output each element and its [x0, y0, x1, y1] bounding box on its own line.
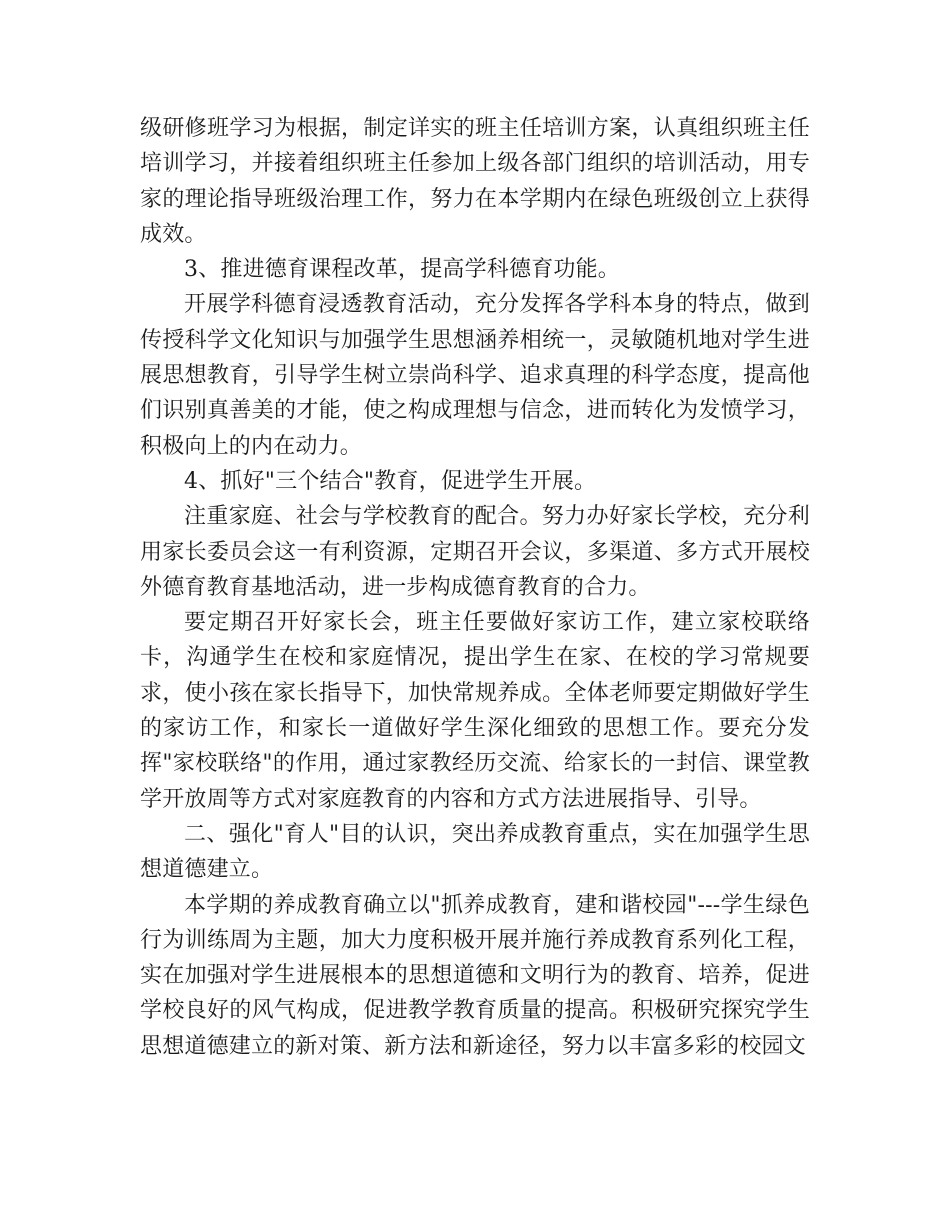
- paragraph-4-heading: 4、抓好"三个结合"教育，促进学生开展。: [184, 468, 597, 494]
- paragraph-5: 注重家庭、社会与学校教育的配合。努力办好家长学校，充分利用家长委员会这一有利资源，定期召开会议，多渠道、多方式开展校外德育教育基地活动，进一步构成德育教育的合力。: [140, 504, 810, 600]
- paragraph-8: 本学期的养成教育确立以"抓养成教育，建和谐校园"---学生绿色行为训练周为主题，加大力度积极开展并施行养成教育系列化工程，实在加强对学生进展根本的思想道德和文明行为的教育、培养，促进学校良好的风气构成，促进教学教育质量的提高。积极研究探究学生思想道德建立的新对策、新方法和新途径，努力以丰富多彩的校园文: [140, 892, 810, 1059]
- document-body: [140, 111, 810, 1064]
- paragraph-2-heading: 3、推进德育课程改革，提高学科德育功能。: [184, 257, 620, 283]
- paragraph-1: 级研修班学习为根据，制定详实的班主任培训方案，认真组织班主任培训学习，并接着组织班主任参加上级各部门组织的培训活动，用专家的理论指导班级治理工作，努力在本学期内在绿色班级创立上获得成效。: [140, 116, 810, 247]
- paragraph-7-heading: 二、强化"育人"目的认识，突出养成教育重点，实在加强学生思想道德建立。: [140, 821, 810, 883]
- paragraph-6: 要定期召开好家长会，班主任要做好家访工作，建立家校联络卡，沟通学生在校和家庭情况，提出学生在家、在校的学习常规要求，使小孩在家长指导下，加快常规养成。全体老师要定期做好学生的家访工作，和家长一道做好学生深化细致的思想工作。要充分发挥"家校联络"的作用，通过家教经历交流、给家长的一封信、课堂教学开放周等方式对家庭教育的内容和方式方法进展指导、引导。: [140, 610, 810, 812]
- paragraph-3: 开展学科德育浸透教育活动，充分发挥各学科本身的特点，做到传授科学文化知识与加强学生思想涵养相统一，灵敏随机地对学生进展思想教育，引导学生树立崇尚科学、追求真理的科学态度，提高他们识别真善美的才能，使之构成理想与信念，进而转化为发愤学习，积极向上的内在动力。: [140, 292, 810, 459]
